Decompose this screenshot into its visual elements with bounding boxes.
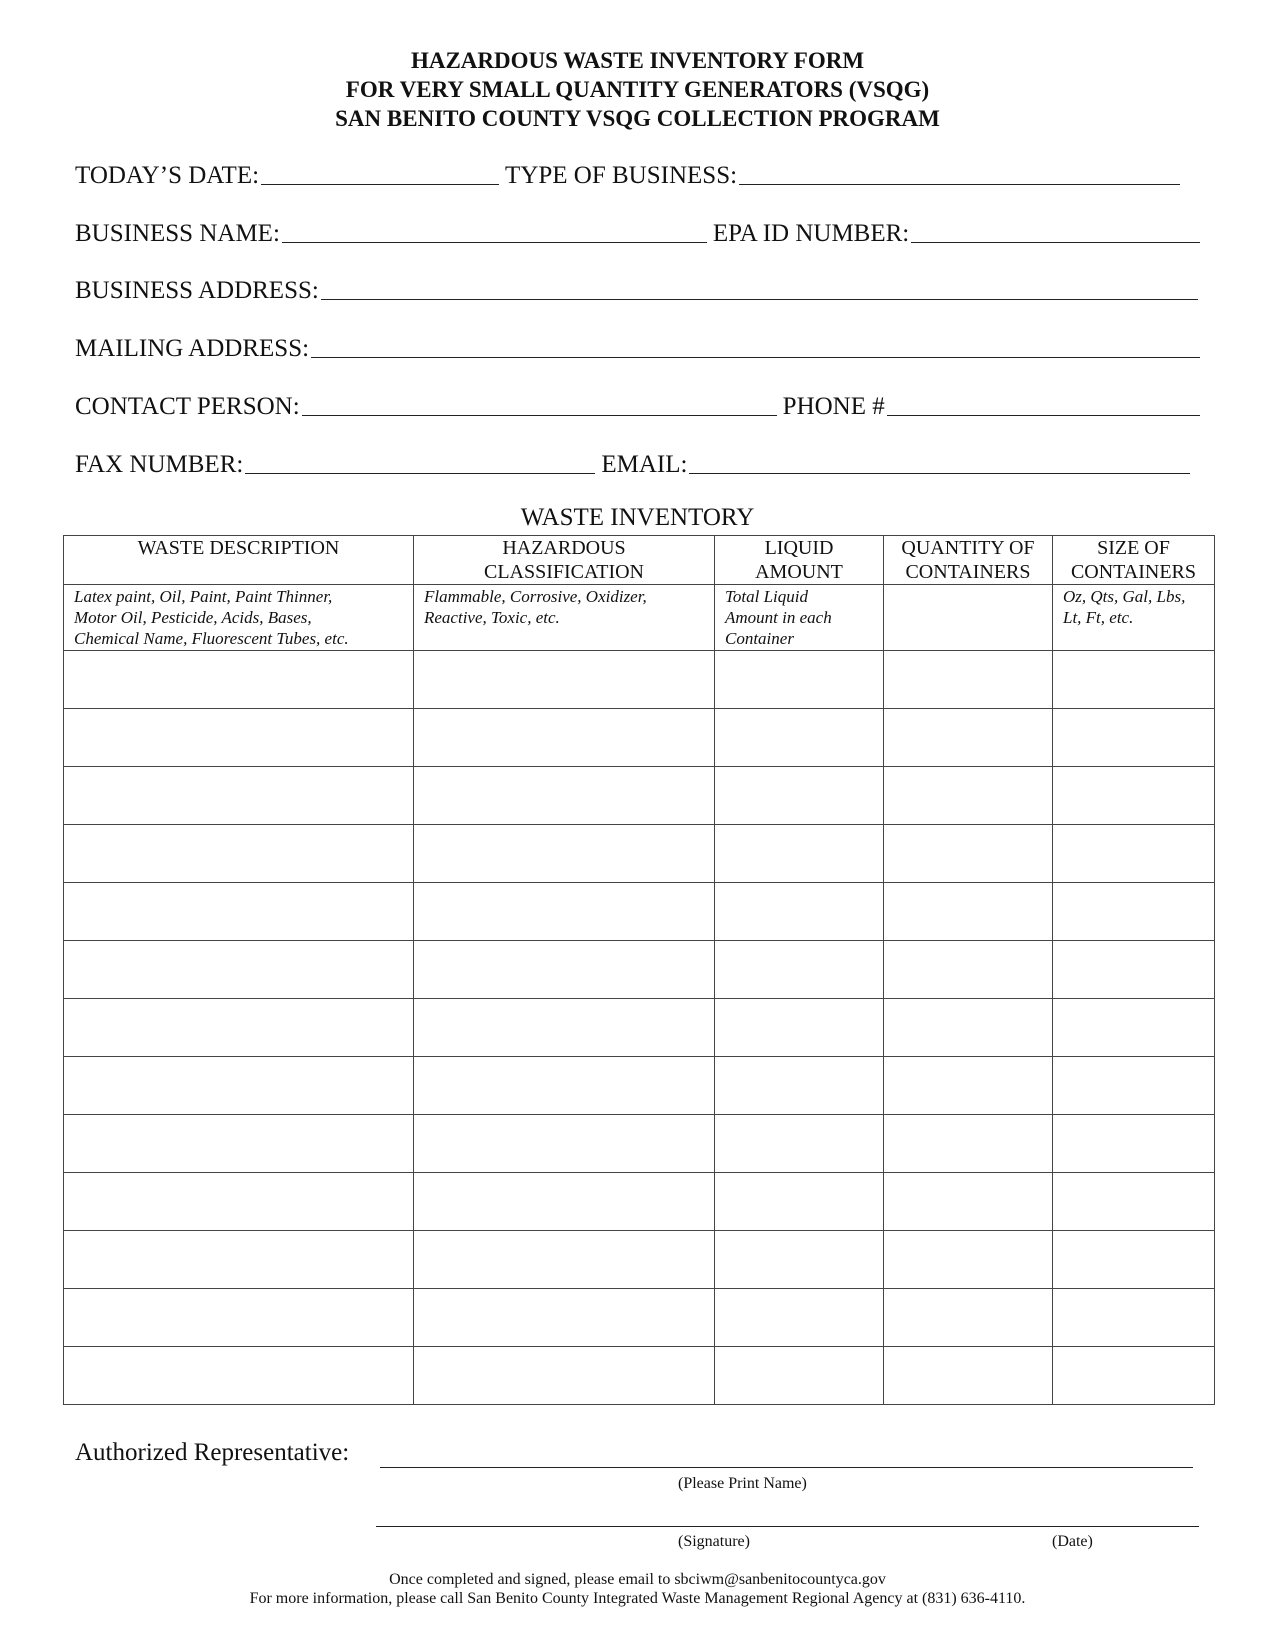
table-cell[interactable]: [715, 941, 884, 999]
contact-person-field[interactable]: [302, 415, 777, 416]
fax-number-label: FAX NUMBER:: [75, 451, 244, 478]
table-cell[interactable]: [884, 709, 1053, 767]
mailing-address-label: MAILING ADDRESS:: [75, 335, 310, 362]
table-row: [64, 1347, 1215, 1405]
hint-liquid-amount: Total Liquid Amount in each Container: [715, 585, 884, 651]
table-cell[interactable]: [414, 1115, 715, 1173]
table-cell[interactable]: [414, 1289, 715, 1347]
table-cell[interactable]: [715, 1347, 884, 1405]
table-cell[interactable]: [884, 1231, 1053, 1289]
column-header-quantity-of-containers: QUANTITY OF CONTAINERS: [884, 536, 1053, 585]
table-cell[interactable]: [1053, 767, 1215, 825]
table-cell[interactable]: [414, 883, 715, 941]
table-cell[interactable]: [715, 1057, 884, 1115]
table-cell[interactable]: [64, 999, 414, 1057]
column-header-waste-description: WASTE DESCRIPTION: [64, 536, 414, 585]
business-name-label: BUSINESS NAME:: [75, 220, 280, 247]
type-of-business-label: TYPE OF BUSINESS:: [505, 162, 738, 189]
field-row-name-epa: [75, 216, 1200, 250]
phone-field[interactable]: [887, 415, 1200, 416]
table-cell[interactable]: [884, 883, 1053, 941]
table-cell[interactable]: [1053, 1173, 1215, 1231]
business-name-field[interactable]: [282, 242, 707, 243]
table-cell[interactable]: [884, 999, 1053, 1057]
column-header-size-of-containers: SIZE OF CONTAINERS: [1053, 536, 1215, 585]
table-cell[interactable]: [1053, 883, 1215, 941]
waste-inventory-table: [63, 535, 1215, 1405]
table-cell[interactable]: [414, 825, 715, 883]
table-cell[interactable]: [884, 1115, 1053, 1173]
table-cell[interactable]: [715, 767, 884, 825]
table-row: [64, 1115, 1215, 1173]
table-row: [64, 1057, 1215, 1115]
table-cell[interactable]: [715, 883, 884, 941]
business-address-label: BUSINESS ADDRESS:: [75, 277, 319, 304]
table-cell[interactable]: [1053, 1115, 1215, 1173]
table-cell[interactable]: [64, 1057, 414, 1115]
table-cell[interactable]: [64, 651, 414, 709]
hint-waste-description: Latex paint, Oil, Paint, Paint Thinner, Motor Oil, Pesticide, Acids, Bases, Chemical Name, Fluorescent Tubes, etc.: [64, 585, 414, 651]
table-row: [64, 883, 1215, 941]
table-row: [64, 709, 1215, 767]
table-cell[interactable]: [414, 709, 715, 767]
table-cell[interactable]: [414, 1231, 715, 1289]
date-caption: (Date): [1052, 1533, 1093, 1550]
table-cell[interactable]: [64, 941, 414, 999]
hint-size-of-containers: Oz, Qts, Gal, Lbs, Lt, Ft, etc.: [1053, 585, 1215, 651]
table-cell[interactable]: [884, 941, 1053, 999]
signature-line[interactable]: [376, 1526, 1199, 1527]
column-header-liquid-amount: LIQUID AMOUNT: [715, 536, 884, 585]
column-header-hazardous-classification: HAZARDOUS CLASSIFICATION: [414, 536, 715, 585]
table-cell[interactable]: [64, 1289, 414, 1347]
waste-inventory-title: WASTE INVENTORY: [520, 504, 755, 531]
table-cell[interactable]: [64, 1115, 414, 1173]
table-cell[interactable]: [414, 1173, 715, 1231]
table-row: [64, 651, 1215, 709]
table-hint-row: [64, 585, 1215, 651]
todays-date-field[interactable]: [261, 184, 499, 185]
business-address-field[interactable]: [321, 299, 1198, 300]
table-cell[interactable]: [1053, 1289, 1215, 1347]
table-row: [64, 1289, 1215, 1347]
table-row: [64, 1231, 1215, 1289]
signature-caption: (Signature): [678, 1533, 750, 1550]
epa-id-label: EPA ID NUMBER:: [712, 220, 910, 247]
email-field[interactable]: [689, 473, 1190, 474]
table-cell[interactable]: [884, 1289, 1053, 1347]
hint-hazardous-classification: Flammable, Corrosive, Oxidizer, Reactive, Toxic, etc.: [414, 585, 715, 651]
table-cell[interactable]: [715, 1115, 884, 1173]
table-cell[interactable]: [715, 1289, 884, 1347]
title-line-3: SAN BENITO COUNTY VSQG COLLECTION PROGRAM: [335, 106, 940, 131]
table-cell[interactable]: [414, 767, 715, 825]
table-cell[interactable]: [715, 825, 884, 883]
table-cell[interactable]: [884, 825, 1053, 883]
hint-quantity-of-containers: [884, 585, 1053, 651]
footer-email-line: Once completed and signed, please email to sbciwm@sanbenitocountyca.gov: [389, 1571, 886, 1588]
table-cell[interactable]: [414, 651, 715, 709]
table-cell[interactable]: [884, 1057, 1053, 1115]
table-cell[interactable]: [1053, 651, 1215, 709]
footer: [0, 1570, 1275, 1608]
table-cell[interactable]: [1053, 709, 1215, 767]
table-row: [64, 825, 1215, 883]
table-cell[interactable]: [414, 1057, 715, 1115]
table-cell[interactable]: [715, 1231, 884, 1289]
table-cell[interactable]: [64, 1347, 414, 1405]
print-name-line[interactable]: [380, 1467, 1193, 1468]
contact-person-label: CONTACT PERSON:: [75, 393, 300, 420]
table-row: [64, 999, 1215, 1057]
email-label: EMAIL:: [601, 451, 688, 478]
title-line-1: HAZARDOUS WASTE INVENTORY FORM: [410, 48, 865, 73]
table-cell[interactable]: [414, 1347, 715, 1405]
fax-number-field[interactable]: [245, 473, 595, 474]
mailing-address-field[interactable]: [311, 357, 1200, 358]
field-row-contact-phone: [75, 389, 1200, 423]
table-cell[interactable]: [884, 651, 1053, 709]
table-cell[interactable]: [715, 1173, 884, 1231]
table-cell[interactable]: [884, 767, 1053, 825]
phone-label: PHONE #: [782, 393, 885, 420]
type-of-business-field[interactable]: [739, 184, 1180, 185]
table-cell[interactable]: [884, 1347, 1053, 1405]
table-cell[interactable]: [1053, 825, 1215, 883]
table-cell[interactable]: [64, 767, 414, 825]
epa-id-field[interactable]: [911, 242, 1200, 243]
table-cell[interactable]: [715, 651, 884, 709]
table-row: [64, 1173, 1215, 1231]
table-row: [64, 941, 1215, 999]
table-cell[interactable]: [64, 883, 414, 941]
table-cell[interactable]: [1053, 1231, 1215, 1289]
field-row-fax-email: [75, 447, 1200, 481]
table-cell[interactable]: [1053, 999, 1215, 1057]
print-name-caption: (Please Print Name): [678, 1475, 807, 1492]
todays-date-label: TODAY’S DATE:: [75, 162, 260, 189]
table-cell[interactable]: [715, 709, 884, 767]
table-cell[interactable]: [1053, 941, 1215, 999]
table-cell[interactable]: [64, 825, 414, 883]
form-title: [0, 46, 1275, 133]
field-row-business-address: [75, 273, 1200, 307]
table-header-row: [64, 536, 1215, 585]
table-cell[interactable]: [414, 999, 715, 1057]
field-row-date-type: [75, 158, 1200, 192]
table-cell[interactable]: [64, 709, 414, 767]
footer-info-line: For more information, please call San Benito County Integrated Waste Management Regional Agency at (831) 636-4110.: [249, 1590, 1026, 1607]
table-cell[interactable]: [1053, 1057, 1215, 1115]
table-cell[interactable]: [64, 1173, 414, 1231]
authorized-representative-label: Authorized Representative:: [75, 1439, 350, 1466]
title-line-2: FOR VERY SMALL QUANTITY GENERATORS (VSQG): [345, 77, 930, 102]
table-cell[interactable]: [414, 941, 715, 999]
table-cell[interactable]: [1053, 1347, 1215, 1405]
table-cell[interactable]: [64, 1231, 414, 1289]
field-row-mailing-address: [75, 331, 1200, 365]
table-cell[interactable]: [884, 1173, 1053, 1231]
table-cell[interactable]: [715, 999, 884, 1057]
table-row: [64, 767, 1215, 825]
